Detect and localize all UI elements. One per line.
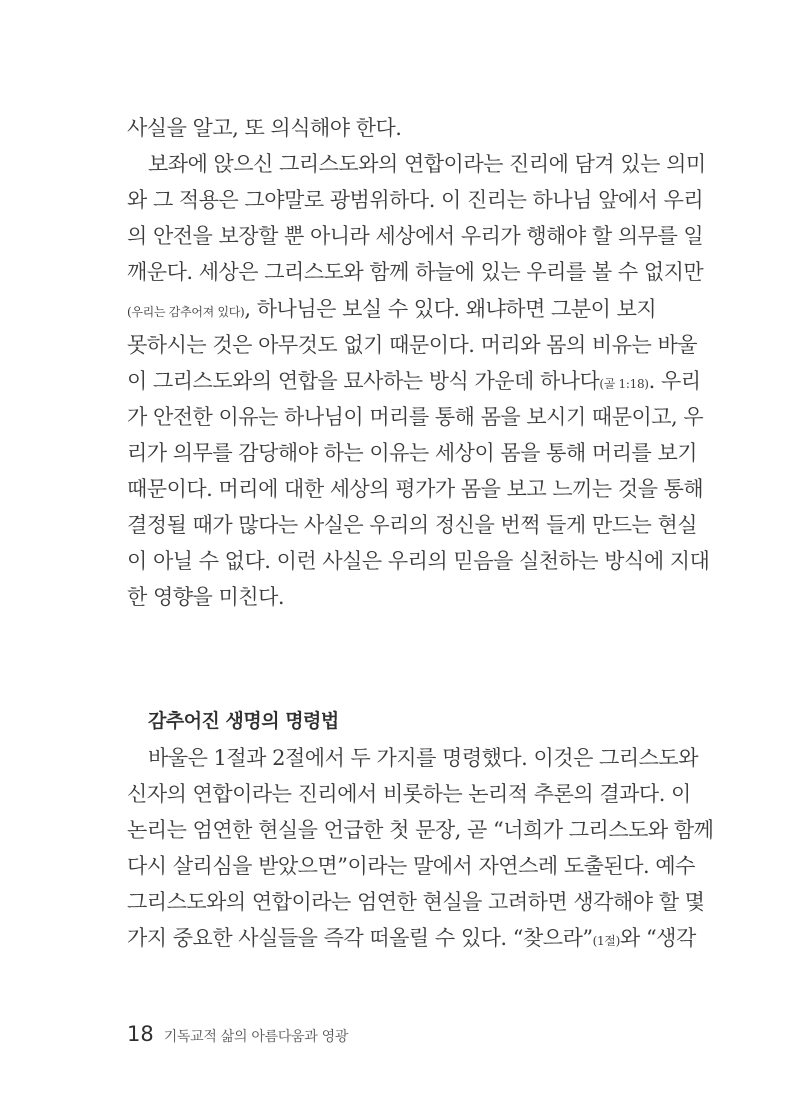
parenthetical-note: (우리는 감추어져 있다) [127,305,245,319]
body-line [127,923,696,956]
body-line: 논리는 엄연한 현실을 언급한 첫 문장, 곧 “너희가 그리스도와 함께 [127,818,714,842]
body-line: 못하시는 것은 아무것도 없기 때문이다. 머리와 몸의 비유는 바울 [127,333,698,357]
body-line: 결정될 때가 많다는 사실은 우리의 정신을 번쩍 들게 만드는 현실 [127,513,698,537]
body-text: 와 “생각 [619,926,696,950]
body-line: 이 아닐 수 없다. 이런 사실은 우리의 믿음을 실천하는 방식에 지대 [127,549,710,573]
body-line: 때문이다. 머리에 대한 세상의 평가가 몸을 보고 느끼는 것을 통해 [127,477,704,501]
running-title: 기독교적 삶의 아름다움과 영광 [163,1029,349,1045]
body-line [127,366,701,399]
section-heading: 감추어진 생명의 명령법 [148,710,339,732]
body-line: 바울은 1절과 2절에서 두 가지를 명령했다. 이것은 그리스도와 [148,746,698,770]
body-line: 가 안전한 이유는 하나님이 머리를 통해 몸을 보시기 때문이고, 우 [127,405,704,429]
body-text: , 하나님은 보실 수 있다. 왜냐하면 그분이 보지 [244,297,657,321]
page-footer [127,1022,348,1052]
scripture-reference: (골 1:18) [599,377,649,391]
body-line [127,294,663,327]
body-line: 다시 살리심을 받았으면”이라는 말에서 자연스레 도출된다. 예수 [127,854,695,878]
body-line: 리가 의무를 감당해야 하는 이유는 세상이 몸을 통해 머리를 보기 [127,441,698,465]
body-text: 가지 중요한 사실들을 즉각 떠올릴 수 있다. “찾으라” [127,926,593,950]
body-line: 신자의 연합이라는 진리에서 비롯하는 논리적 추론의 결과다. 이 [127,782,691,806]
verse-reference: (1절) [592,934,620,948]
page-number: 18 [127,1022,154,1046]
body-line: 깨운다. 세상은 그리스도와 함께 하늘에 있는 우리를 볼 수 없지만 [127,260,704,284]
body-line: 그리스도와의 연합이라는 엄연한 현실을 고려하면 생각해야 할 몇 [127,890,705,914]
body-line: 와 그 적용은 그야말로 광범위하다. 이 진리는 하나님 앞에서 우리 [127,188,704,212]
body-line: 한 영향을 미친다. [127,585,285,609]
body-text: . 우리 [648,369,701,393]
body-text: 이 그리스도와의 연합을 묘사하는 방식 가운데 하나다 [127,369,600,393]
body-line: 의 안전을 보장할 뿐 아니라 세상에서 우리가 행해야 할 의무를 일 [127,224,704,248]
body-line: 사실을 알고, 또 의식해야 한다. [127,116,402,140]
body-line: 보좌에 앉으신 그리스도와의 연합이라는 진리에 담겨 있는 의미 [148,152,706,176]
